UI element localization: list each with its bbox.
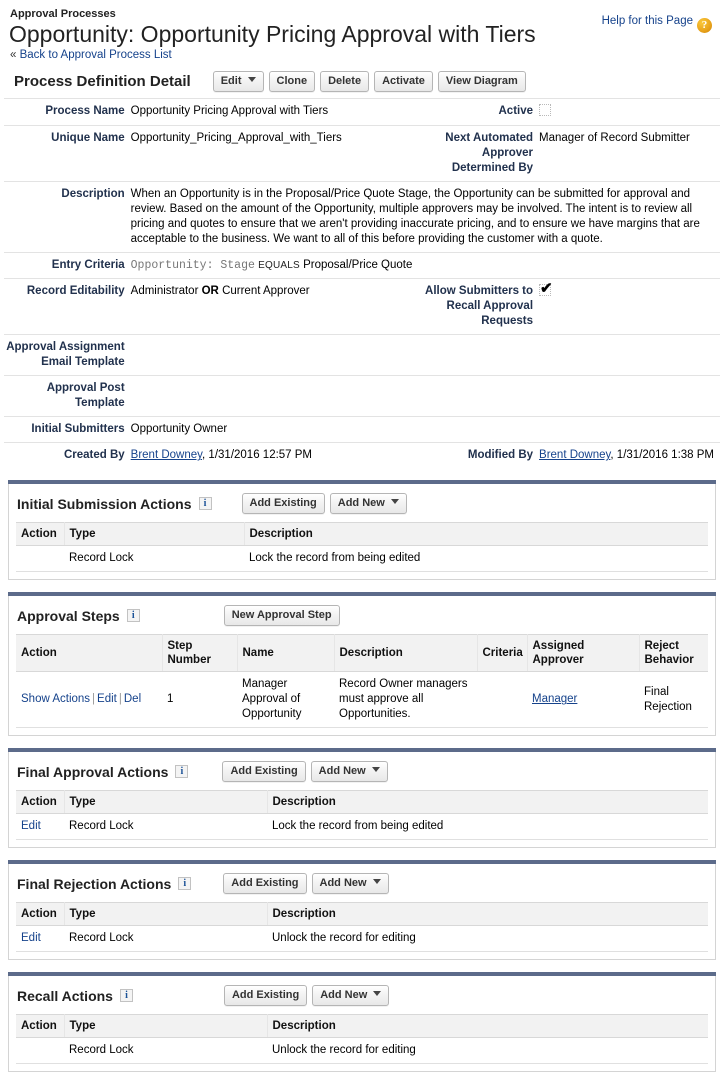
column-header-assigned-approver: Assigned Approver (527, 635, 639, 672)
value-active (539, 99, 720, 126)
label-next-automated-approver: Next Automated Approver Determined By (423, 126, 539, 182)
panel-body (8, 484, 716, 580)
value-description: When an Opportunity is in the Proposal/Price Quote Stage, the Opportunity can be submitted for approval and review. Based on the amount of the Opportunity, multiple approvers may be involved. The intent is to review all pricing and quotes to ensure that we aren't providing inaccurate pricing, and to ensure we have margins that are acceptable to the business. We want to all of this before providing the customer with a quote. (131, 182, 720, 253)
help-question-icon[interactable]: ? (697, 18, 712, 33)
panel-header (9, 484, 715, 522)
panel-final-rejection-actions (8, 860, 716, 960)
add-new-button-label: Add New (318, 765, 366, 778)
info-icon[interactable]: i (178, 877, 191, 890)
edit-button[interactable] (213, 71, 264, 92)
table-final-rejection-actions (16, 902, 708, 952)
info-icon[interactable]: i (120, 989, 133, 1002)
label-initial-submitters: Initial Submitters (4, 417, 131, 443)
table-final-approval-actions (16, 790, 708, 840)
value-process-name: Opportunity Pricing Approval with Tiers (131, 99, 423, 126)
label-description: Description (4, 182, 131, 253)
entry-criteria-value: Proposal/Price Quote (303, 259, 413, 272)
label-process-name: Process Name (4, 99, 131, 126)
entry-criteria-field: Opportunity: Stage (130, 259, 255, 273)
chevron-down-icon (372, 767, 380, 772)
del-link[interactable]: Del (123, 693, 142, 706)
delete-button[interactable]: Delete (320, 71, 369, 92)
label-approval-assignment-email-template: Approval Assignment Email Template (4, 335, 131, 376)
column-header-action: Action (16, 791, 64, 814)
cell-description: Lock the record from being edited (267, 814, 708, 840)
label-created-by: Created By (4, 443, 131, 469)
column-header-description: Description (244, 523, 708, 546)
value-modified-by (539, 443, 720, 469)
entry-criteria-operator: EQUALS (258, 260, 300, 272)
column-header-name: Name (237, 635, 334, 672)
column-header-action: Action (16, 523, 64, 546)
table-header-row (16, 903, 708, 926)
edit-button-label: Edit (220, 75, 242, 88)
detail-row-record-editability (4, 279, 720, 335)
table-row (16, 1038, 708, 1064)
add-new-button-label: Add New (320, 989, 368, 1002)
panel-title-final-rejection: Final Rejection Actions (17, 875, 172, 892)
table-header-row (16, 523, 708, 546)
panel-header (9, 596, 715, 634)
panel-title-final-approval: Final Approval Actions (17, 763, 169, 780)
separator: | (118, 693, 122, 706)
detail-row-initial-submitters (4, 417, 720, 443)
new-approval-step-button[interactable]: New Approval Step (224, 605, 340, 626)
detail-button-group (213, 71, 531, 92)
cell-type: Record Lock (64, 926, 267, 952)
cell-action (16, 1038, 64, 1064)
column-header-reject-behavior: Reject Behavior (639, 635, 708, 672)
chevron-down-icon (391, 499, 399, 504)
modified-by-user-link[interactable]: Brent Downey (539, 449, 611, 462)
table-row (16, 814, 708, 840)
cell-action (16, 926, 64, 952)
panel-header (9, 976, 715, 1014)
cell-type: Record Lock (64, 1038, 267, 1064)
table-header-row (16, 791, 708, 814)
panel-button-group (223, 873, 393, 894)
panel-button-group (224, 985, 394, 1006)
created-by-user-link[interactable]: Brent Downey (130, 449, 203, 462)
add-new-button[interactable] (312, 873, 389, 894)
column-header-action: Action (16, 635, 162, 672)
add-existing-button[interactable]: Add Existing (222, 761, 305, 782)
cell-description: Record Owner managers must approve all Opportunities. (334, 672, 477, 728)
back-to-list-label[interactable]: Back to Approval Process List (19, 49, 172, 62)
panel-body (8, 976, 716, 1072)
value-created-by (131, 443, 423, 469)
cell-action (16, 814, 64, 840)
activate-button[interactable]: Activate (374, 71, 433, 92)
cell-reject-behavior: Final Rejection (639, 672, 708, 728)
table-row (16, 546, 708, 572)
panel-button-group (222, 761, 392, 782)
column-header-action: Action (16, 1015, 64, 1038)
column-header-step-number: Step Number (162, 635, 237, 672)
panel-button-group (242, 493, 412, 514)
table-row (16, 926, 708, 952)
back-to-list-link[interactable] (10, 49, 720, 61)
value-approval-post-template (131, 376, 720, 417)
help-for-page-label[interactable]: Help for this Page (601, 15, 693, 27)
column-header-criteria: Criteria (477, 635, 527, 672)
edit-link[interactable]: Edit (21, 932, 41, 945)
info-icon[interactable]: i (199, 497, 212, 510)
cell-criteria (477, 672, 527, 728)
cell-action-links (16, 672, 162, 728)
process-definition-detail-header (4, 61, 720, 98)
value-next-automated-approver: Manager of Record Submitter (539, 126, 720, 182)
section-title-process-definition: Process Definition Detail (14, 73, 191, 91)
info-icon[interactable]: i (127, 609, 140, 622)
column-header-type: Type (64, 903, 267, 926)
separator: | (92, 693, 96, 706)
cell-assigned-approver (527, 672, 639, 728)
label-unique-name: Unique Name (4, 126, 131, 182)
clone-button[interactable]: Clone (269, 71, 316, 92)
cell-step-number: 1 (162, 672, 237, 728)
assigned-approver-link[interactable]: Manager (532, 693, 578, 706)
detail-row-description (4, 182, 720, 253)
checkbox-allow-recall-checked[interactable] (539, 284, 551, 296)
panel-header (9, 864, 715, 902)
panel-title-recall: Recall Actions (17, 987, 113, 1004)
panel-final-approval-actions (8, 748, 716, 848)
column-header-description: Description (267, 1015, 708, 1038)
help-for-page[interactable] (602, 15, 712, 33)
add-existing-button[interactable]: Add Existing (242, 493, 325, 514)
add-new-button[interactable] (330, 493, 407, 514)
cell-name: Manager Approval of Opportunity (237, 672, 334, 728)
column-header-action: Action (16, 903, 64, 926)
cell-type: Record Lock (64, 814, 267, 840)
breadcrumb: Approval Processes (10, 8, 116, 20)
add-new-button-label: Add New (319, 877, 367, 890)
table-recall-actions (16, 1014, 708, 1064)
info-icon[interactable]: i (175, 765, 188, 778)
chevron-down-icon (373, 879, 381, 884)
detail-row-process-name (4, 99, 720, 126)
value-entry-criteria (131, 253, 720, 279)
edit-link[interactable]: Edit (21, 820, 41, 833)
cell-description: Lock the record from being edited (244, 546, 708, 572)
panel-title-approval-steps: Approval Steps (17, 607, 120, 624)
column-header-type: Type (64, 1015, 267, 1038)
detail-row-created-modified (4, 443, 720, 469)
table-row (16, 672, 708, 728)
column-header-description: Description (267, 791, 708, 814)
modified-by-date: , 1/31/2016 1:38 PM (610, 449, 714, 462)
add-existing-button[interactable]: Add Existing (223, 873, 306, 894)
cell-description: Unlock the record for editing (267, 1038, 708, 1064)
panel-approval-steps (8, 592, 716, 736)
value-unique-name: Opportunity_Pricing_Approval_with_Tiers (131, 126, 423, 182)
add-new-button[interactable] (311, 761, 388, 782)
table-initial-submission-actions (16, 522, 708, 572)
column-header-type: Type (64, 523, 244, 546)
chevron-down-icon (248, 77, 256, 82)
record-editability-part2: Current Approver (222, 285, 310, 298)
label-record-editability: Record Editability (4, 279, 131, 335)
cell-type: Record Lock (64, 546, 244, 572)
edit-link[interactable]: Edit (97, 693, 117, 706)
label-allow-recall: Allow Submitters to Recall Approval Requests (423, 279, 539, 335)
value-record-editability (131, 279, 423, 335)
table-header-row (16, 635, 708, 672)
value-initial-submitters: Opportunity Owner (131, 417, 720, 443)
detail-row-email-template (4, 335, 720, 376)
label-approval-post-template: Approval Post Template (4, 376, 131, 417)
page-title: Opportunity: Opportunity Pricing Approval with Tiers (9, 21, 536, 47)
panel-body (8, 752, 716, 848)
label-active: Active (423, 99, 539, 126)
panel-header (9, 752, 715, 790)
add-new-button[interactable] (312, 985, 389, 1006)
table-approval-steps (16, 634, 708, 728)
value-approval-assignment-email-template (131, 335, 720, 376)
panel-recall-actions (8, 972, 716, 1072)
table-header-row (16, 1015, 708, 1038)
panel-title-initial-submission: Initial Submission Actions (17, 495, 192, 512)
process-definition-detail-table (4, 98, 720, 468)
detail-row-entry-criteria (4, 253, 720, 279)
panel-body (8, 596, 716, 736)
panel-button-group (224, 605, 345, 626)
page-header (4, 0, 720, 61)
label-modified-by: Modified By (423, 443, 539, 469)
column-header-description: Description (334, 635, 477, 672)
panel-body (8, 864, 716, 960)
detail-row-post-template (4, 376, 720, 417)
add-existing-button[interactable]: Add Existing (224, 985, 307, 1006)
add-new-button-label: Add New (337, 497, 385, 510)
cell-action (16, 546, 64, 572)
column-header-type: Type (64, 791, 267, 814)
view-diagram-button[interactable]: View Diagram (438, 71, 526, 92)
column-header-description: Description (267, 903, 708, 926)
detail-row-unique-name (4, 126, 720, 182)
checkbox-active-unchecked[interactable] (539, 104, 551, 116)
record-editability-part1: Administrator (130, 285, 199, 298)
panel-initial-submission-actions (8, 480, 716, 580)
guillemet-icon: « (10, 49, 17, 62)
chevron-down-icon (373, 991, 381, 996)
record-editability-operator: OR (201, 285, 219, 298)
label-entry-criteria: Entry Criteria (4, 253, 131, 279)
created-by-date: , 1/31/2016 12:57 PM (202, 449, 313, 462)
value-allow-recall (539, 279, 720, 335)
show-actions-link[interactable]: Show Actions (21, 693, 91, 706)
cell-description: Unlock the record for editing (267, 926, 708, 952)
